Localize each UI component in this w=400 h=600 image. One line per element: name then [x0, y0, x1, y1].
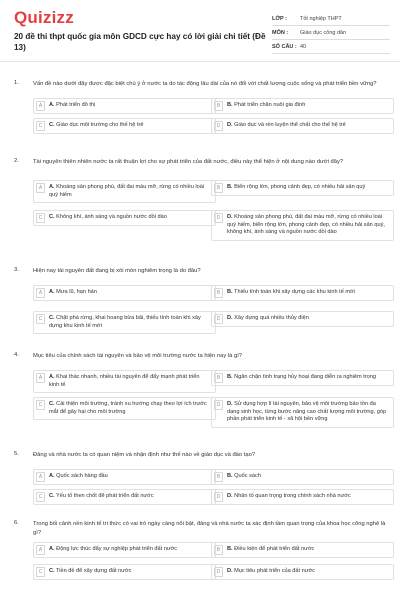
option-text: B. Thiếu tính toán khi xây dựng các khu kinh tế mới — [227, 289, 355, 295]
option-text: C. Chặt phá rừng, khai hoang bừa bãi, thiếu tính toán khi xây dựng khu kinh tế mới — [49, 315, 201, 329]
option-text: B. Biển rộng lớn, phong cảnh đẹp, có nhiều hải sản quý — [227, 184, 366, 190]
answer-option-c[interactable] — [33, 118, 216, 134]
option-letter-badge: B — [214, 472, 223, 482]
option-letter-badge: D — [214, 567, 223, 577]
question-text: Trong bối cảnh nền kinh tế tri thức có vai trò ngày càng nổi bật, đảng và nhà nước ta xác định tầm quan trọng của khoa học công nghệ là gì? — [33, 521, 386, 536]
option-letter-badge: A — [36, 101, 45, 111]
option-text: C. Yếu tố then chốt để phát triển đất nước — [49, 493, 154, 499]
answer-option-box[interactable] — [211, 118, 394, 134]
option-text: A. Quốc sách hàng đầu — [49, 473, 108, 479]
option-text: A. Phát triển đô thị — [49, 102, 96, 108]
option-letter-badge: C — [36, 121, 45, 131]
quizizz-logo: Quizizz — [14, 8, 74, 27]
question-text: Đảng và nhà nước ta có quan niệm và nhận định như thế nào về giáo dục và đào tạo? — [33, 452, 256, 458]
option-letter-badge: D — [214, 400, 223, 410]
answer-option-box[interactable] — [33, 210, 216, 226]
question-number: 4. — [14, 352, 19, 358]
answer-option-box[interactable] — [33, 397, 216, 420]
answer-option-a[interactable] — [33, 180, 216, 203]
option-text: C. Không khí, ánh sáng và nguồn nước dồi dào — [49, 214, 167, 220]
answer-option-box[interactable] — [33, 542, 216, 558]
page-title: 20 đề thi thpt quốc gia môn GDCD cực hay có lời giải chi tiết (Đề 13) — [14, 32, 266, 52]
meta-value: 40 — [300, 43, 307, 50]
answer-option-a[interactable] — [33, 469, 216, 485]
option-text: B. Điều kiện để phát triển đất nước — [227, 546, 315, 552]
option-letter-badge: D — [214, 314, 223, 324]
option-letter-badge: C — [36, 492, 45, 502]
answer-option-box[interactable] — [211, 489, 394, 505]
answer-option-b[interactable] — [211, 370, 394, 386]
option-letter-badge: B — [214, 183, 223, 193]
answer-option-box[interactable] — [211, 542, 394, 558]
answer-option-box[interactable] — [211, 469, 394, 485]
option-text: B. Phát triển chăn nuôi gia đình — [227, 102, 306, 108]
option-text: A. Mưa lũ, hạn hán — [49, 289, 97, 295]
meta-class-row — [272, 12, 390, 26]
answer-option-a[interactable] — [33, 98, 216, 114]
option-text: A. Khoáng sản phong phú, đất đai màu mỡ, rừng có nhiều loài quý hiếm — [49, 184, 205, 198]
option-text: A. Động lực thúc đẩy sự nghiệp phát triển đất nước — [49, 546, 178, 552]
option-text: C. Giáo dục môi trường cho thế hệ trẻ — [49, 122, 144, 128]
question-number: 3. — [14, 267, 19, 273]
answer-option-a[interactable] — [33, 370, 216, 393]
option-letter-badge: A — [36, 545, 45, 555]
option-text: D. Sử dụng hợp lí tài nguyên, bảo vệ môi trường bảo tồn đa dạng sinh học, từng bước nâng cao chất lượng môi trường, góp phần phát triển kinh tế - xã hội bền vững — [227, 401, 387, 423]
question-number: 5. — [14, 451, 19, 457]
answer-option-box[interactable] — [33, 180, 216, 203]
option-text: A. Khai thác nhanh, nhiều tài nguyên để đẩy mạnh phát triển kinh tế — [49, 374, 200, 388]
option-letter-badge: B — [214, 545, 223, 555]
option-text: C. Tiền đề để xây dựng đất nước — [49, 568, 132, 574]
option-text: B. Ngăn chặn tình trạng hủy hoại đang diễn ra nghiêm trọng — [227, 374, 376, 380]
answer-option-box[interactable] — [33, 118, 216, 134]
option-letter-badge: A — [36, 472, 45, 482]
answer-option-box[interactable] — [33, 285, 216, 301]
option-text: D. Mục tiêu phát triển của đất nước — [227, 568, 315, 574]
option-letter-badge: B — [214, 101, 223, 111]
answer-option-box[interactable] — [33, 564, 216, 580]
meta-value: Giáo dục công dân — [300, 29, 347, 36]
question-text: Tài nguyên thiên nhiên nước ta rất thuận lợi cho sự phát triển của đất nước, điều này thể hiện ở nội dung nào dưới đây? — [33, 159, 344, 165]
answer-option-d[interactable] — [211, 489, 394, 505]
option-letter-badge: C — [36, 213, 45, 223]
answer-option-c[interactable] — [33, 210, 216, 226]
option-letter-badge: C — [36, 567, 45, 577]
answer-option-b[interactable] — [211, 469, 394, 485]
option-letter-badge: B — [214, 288, 223, 298]
answer-option-b[interactable] — [211, 98, 394, 114]
answer-option-box[interactable] — [211, 180, 394, 196]
option-letter-badge: D — [214, 121, 223, 131]
option-text: D. Khoáng sản phong phú, đất đai màu mỡ, rừng có nhiều loài quý hiếm, biển rộng lớn, phong cảnh đẹp, có nhiều hải sản quý, không khí, ánh sáng và nguồn nước dồi dào — [227, 214, 385, 236]
option-letter-badge: A — [36, 288, 45, 298]
answer-option-box[interactable] — [211, 285, 394, 301]
answer-option-box[interactable] — [33, 311, 216, 334]
answer-option-box[interactable] — [211, 564, 394, 580]
answer-option-b[interactable] — [211, 542, 394, 558]
answer-option-b[interactable] — [211, 180, 394, 196]
answer-option-c[interactable] — [33, 564, 216, 580]
option-letter-badge: D — [214, 492, 223, 502]
meta-value: Tốt nghiệp THPT — [300, 15, 342, 22]
meta-label: SỐ CÂU : — [272, 43, 297, 50]
answer-option-d[interactable] — [211, 210, 394, 241]
answer-option-c[interactable] — [33, 489, 216, 505]
option-letter-badge: A — [36, 373, 45, 383]
question-text: Mục tiêu của chính sách tài nguyên và bảo vệ môi trường nước ta hiện nay là gì? — [33, 353, 243, 359]
document-header — [0, 0, 400, 62]
meta-subject-row — [272, 26, 390, 40]
meta-label: MÔN : — [272, 29, 289, 36]
option-letter-badge: C — [36, 314, 45, 324]
answer-option-b[interactable] — [211, 285, 394, 301]
question-text: Vấn đề nào dưới đây được đặc biệt chú ý ở nước ta do tác động lâu dài của nó đối với chất lượng cuộc sống và phát triển bền vững? — [33, 81, 377, 87]
answer-option-box[interactable] — [33, 489, 216, 505]
answer-option-d[interactable] — [211, 397, 394, 428]
option-text: D. Xây dựng quá nhiều thủy điện — [227, 315, 309, 321]
answer-option-box[interactable] — [211, 370, 394, 386]
option-text: C. Cải thiện môi trường, tránh xu hướng chạy theo lợi ích trước mắt để gây hại cho môi trường — [49, 401, 207, 415]
answer-option-c[interactable] — [33, 397, 216, 420]
option-letter-badge: D — [214, 213, 223, 223]
meta-panel — [272, 12, 390, 54]
answer-option-d[interactable] — [211, 118, 394, 134]
answer-option-d[interactable] — [211, 311, 394, 327]
option-text: D. Nhân tố quan trọng trong chính sách nhà nước — [227, 493, 351, 499]
option-letter-badge: A — [36, 183, 45, 193]
answer-option-box[interactable] — [33, 98, 216, 114]
question-number: 6. — [14, 520, 19, 526]
answer-option-box[interactable] — [211, 210, 394, 241]
meta-count-row — [272, 40, 390, 54]
answer-option-box[interactable] — [211, 311, 394, 327]
option-letter-badge: B — [214, 373, 223, 383]
question-number: 2. — [14, 158, 19, 164]
option-text: B. Quốc sách — [227, 473, 261, 479]
answer-option-box[interactable] — [211, 397, 394, 428]
answer-option-box[interactable] — [33, 469, 216, 485]
option-letter-badge: C — [36, 400, 45, 410]
answer-option-c[interactable] — [33, 311, 216, 334]
answer-option-box[interactable] — [211, 98, 394, 114]
option-text: D. Giáo dục và rèn luyện thể chất cho thế hệ trẻ — [227, 122, 346, 128]
meta-label: LỚP : — [272, 15, 287, 22]
answer-option-box[interactable] — [33, 370, 216, 393]
question-number: 1. — [14, 80, 19, 86]
answer-option-a[interactable] — [33, 542, 216, 558]
answer-option-d[interactable] — [211, 564, 394, 580]
question-text: Hiện nay tài nguyên đất đang bị xói mòn nghiêm trọng là do đâu? — [33, 268, 201, 274]
answer-option-a[interactable] — [33, 285, 216, 301]
